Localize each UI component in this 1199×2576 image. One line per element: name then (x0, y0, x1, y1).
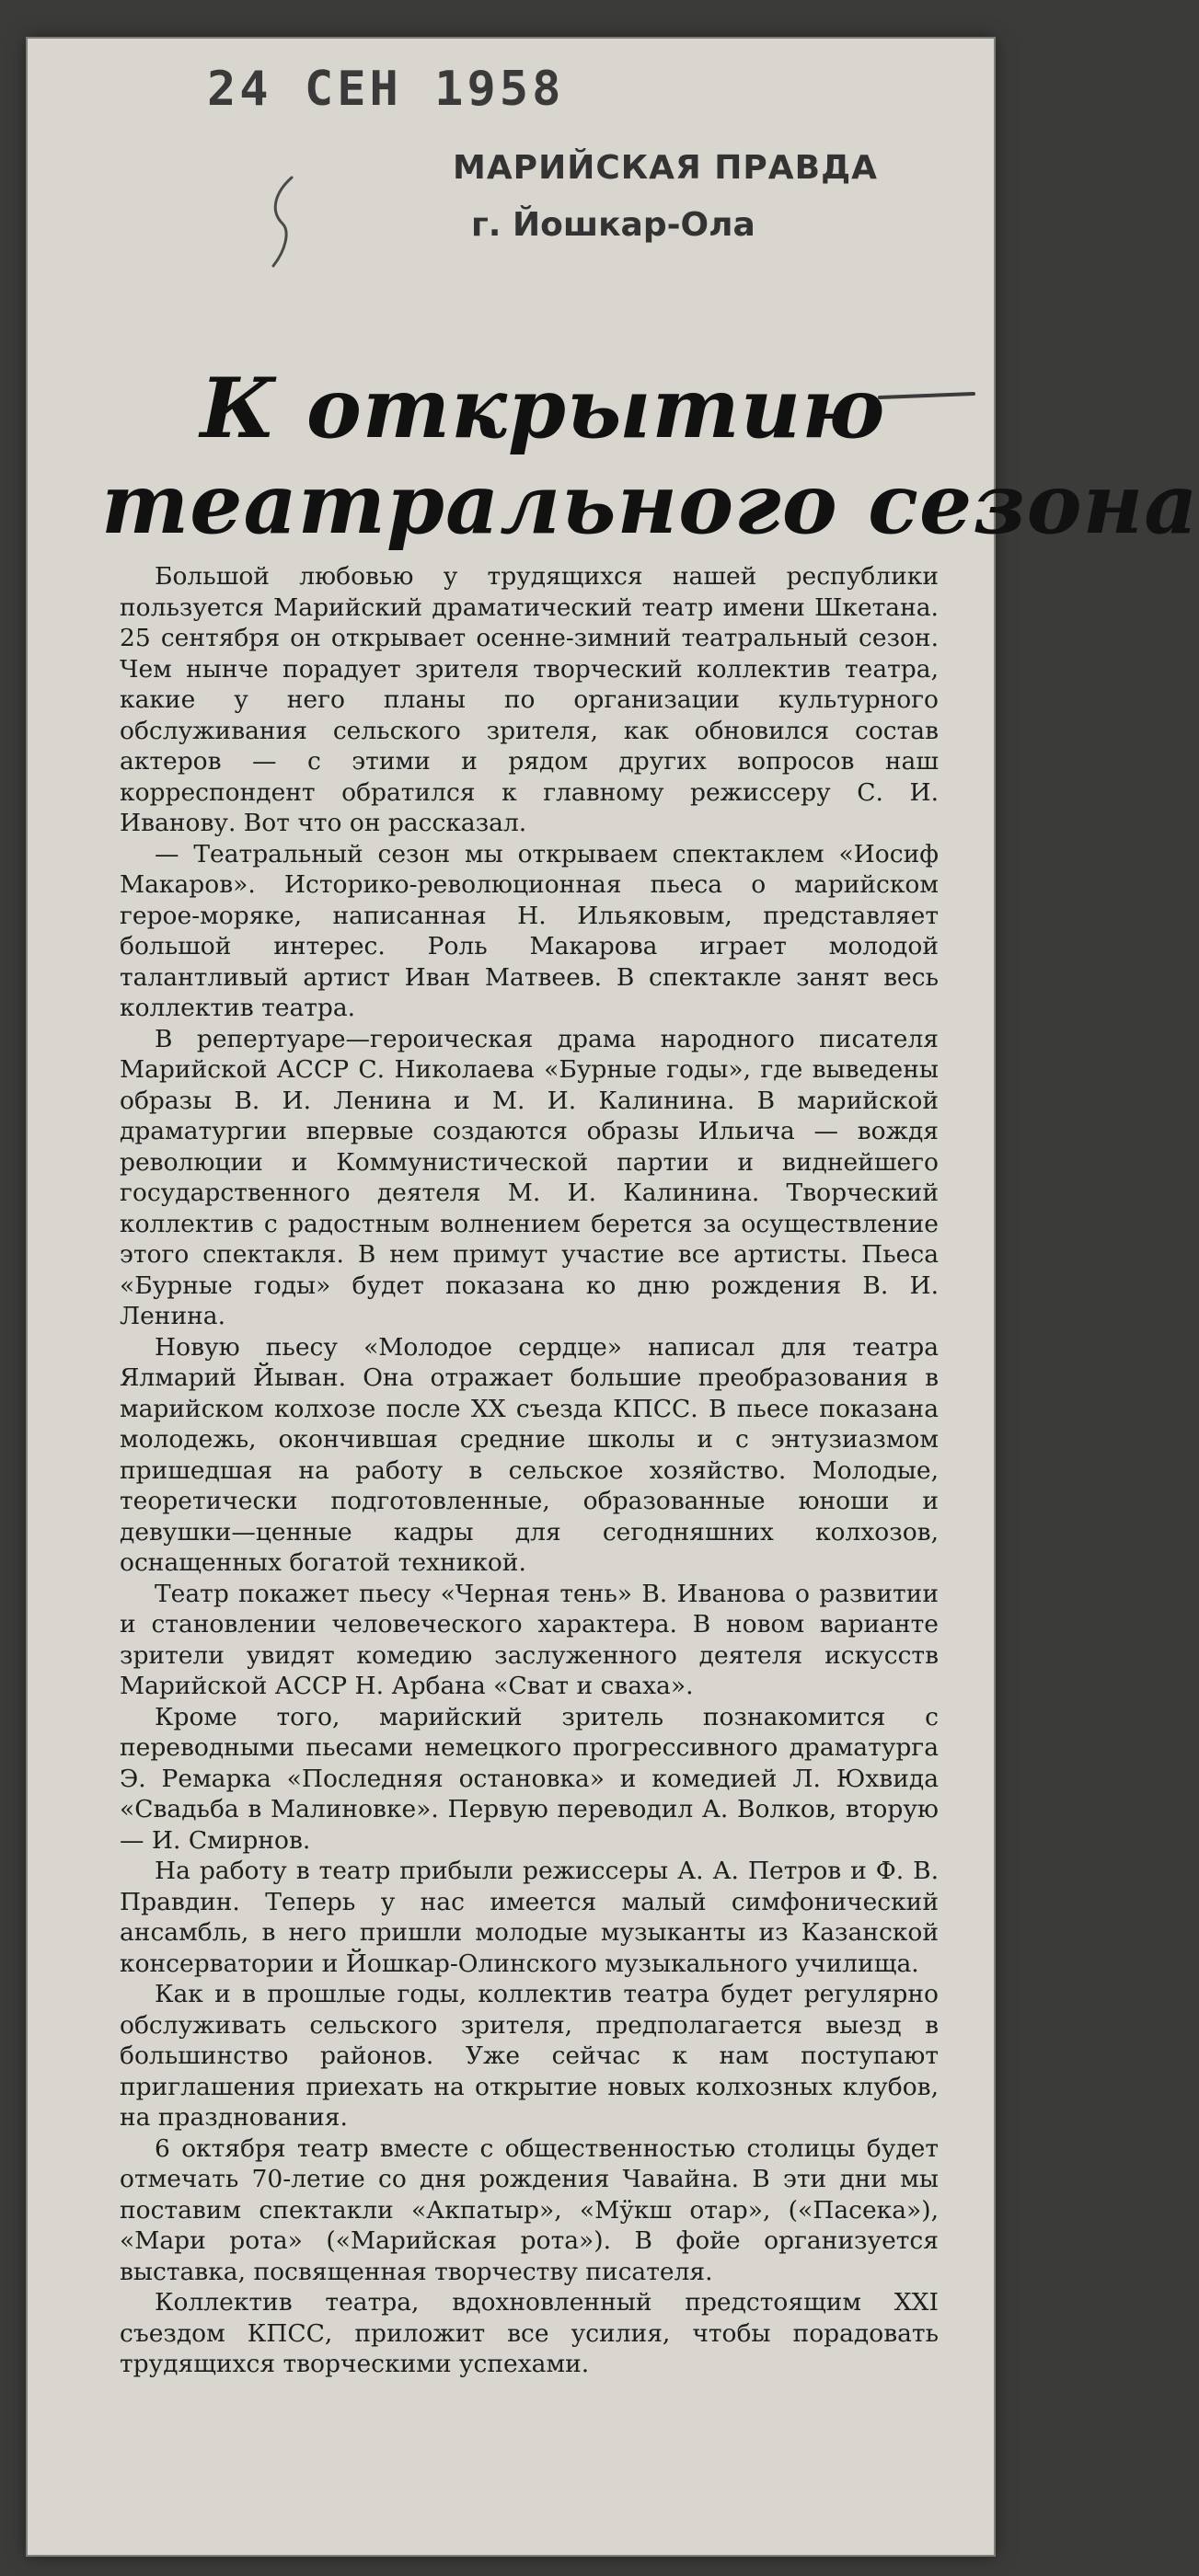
article-paragraph: Как и в прошлые годы, коллектив театра будет регулярно обслуживать сельского зрителя, предполагается выезд в большинство районов. Уже сейчас к нам поступают приглашения приехать на открытие новых колхозных клубов, на празднования. (120, 1980, 939, 2132)
article-paragraph: В репертуаре—героическая драма народного писателя Марийской АССР С. Николаева «Бурные годы», где выведены образы В. И. Ленина и М. И. Калинина. В марийской драматургии впервые создаются образы Ильича — вождя революции и Коммунистической партии и виднейшего государственного деятеля М. И. Калинина. Творческий коллектив с радостным волнением берется за осуществление этого спектакля. В нем примут участие все артисты. Пьеса «Бурные годы» будет показана ко дню рождения В. И. Ленина. (120, 1024, 939, 1330)
headline-line-1: К открытию (200, 360, 886, 457)
article-headline (101, 360, 1199, 553)
article-paragraph: 6 октября театр вместе с общественностью столицы будет отмечать 70-летие со дня рождения Чавайна. В эти дни мы поставим спектакли «Акпатыр», «Мӱкш отар», («Пасека»), «Мари рота» («Марийская рота»). В фойе организуется выставка, посвященная творчеству писателя. (120, 2133, 939, 2286)
article-paragraph: Кроме того, марийский зритель познакомится с переводными пьесами немецкого прогрессивного драматурга Э. Ремарка «Последняя остановка» и комедией Л. Юхвида «Свадьба в Малиновке». Первую переводил А. Волков, вторую — И. Смирнов. (120, 1702, 939, 1855)
article-paragraph: Большой любовью у трудящихся нашей республики пользуется Марийский драматический театр имени Шкетана. 25 сентября он открывает осенне-зимний театральный сезон. Чем нынче порадует зрителя творческий коллектив театра, какие у него планы по организации культурного обслуживания сельского зрителя, как обновился состав актеров — с этими и рядом других вопросов наш корреспондент обратился к главному режиссеру С. И. Иванову. Вот что он рассказал. (120, 562, 939, 837)
article-paragraph: Новую пьесу «Молодое сердце» написал для театра Ялмарий Йыван. Она отражает большие преобразования в марийском колхозе после XX съезда КПСС. В пьесе показана молодежь, окончившая средние школы и с энтузиазмом пришедшая на работу в сельское хозяйство. Молодые, теоретически подготовленные, образованные юноши и девушки—ценные кадры для сегодняшних колхозов, оснащенных богатой техникой. (120, 1332, 939, 1577)
date-stamp: 24 СЕН 1958 (207, 62, 565, 117)
article-paragraph: Театр покажет пьесу «Черная тень» В. Иванова о развитии и становлении человеческого характера. В новом варианте зрители увидят комедию заслуженного деятеля искусств Марийской АССР Н. Арбана «Сват и сваха». (120, 1579, 939, 1700)
article-body (120, 561, 939, 2380)
city-stamp: г. Йошкар-Ола (471, 206, 755, 244)
newspaper-name-stamp: МАРИЙСКАЯ ПРАВДА (453, 149, 879, 187)
article-paragraph: — Театральный сезон мы открываем спектаклем «Иосиф Макаров». Историко-революционная пьеса о марийском герое-моряке, написанная Н. Ильяковым, представляет большой интерес. Роль Макарова играет молодой талантливый артист Иван Матвеев. В спектакле занят весь коллектив театра. (120, 839, 939, 1022)
pencil-mark-icon (262, 172, 308, 273)
headline-line-2: театрального сезона (101, 455, 1199, 553)
article-paragraph: На работу в театр прибыли режиссеры А. А. Петров и Ф. В. Правдин. Теперь у нас имеется малый симфонический ансамбль, в него пришли молодые музыканты из Казанской консерватории и Йошкар-Олинского музыкального училища. (120, 1857, 939, 1978)
newspaper-clipping (28, 39, 1199, 2555)
article-paragraph: Коллектив театра, вдохновленный предстоящим XXI съездом КПСС, приложит все усилия, чтобы порадовать трудящихся творческими успехами. (120, 2288, 939, 2378)
